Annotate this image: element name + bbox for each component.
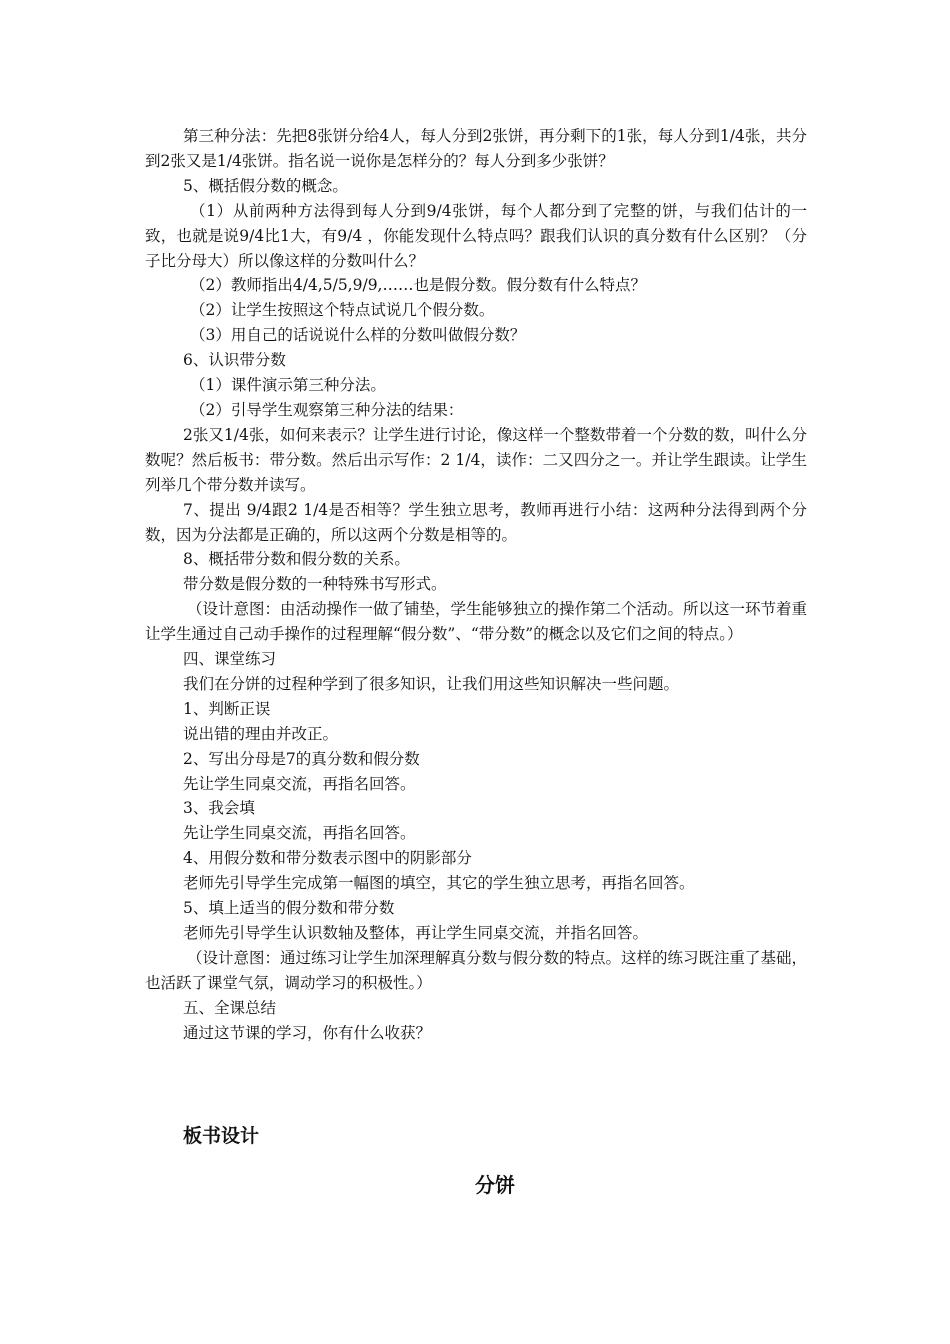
- paragraph-improper-1: （1）从前两种方法得到每人分到9/4张饼，每个人都分到了完整的饼，与我们估计的一致，也就是说9/4比1大，有9/4 ，你能发现什么特点吗？跟我们认识的真分数有什么区别？（分子比分母大）所以像这样的分数叫什么？: [145, 201, 807, 270]
- paragraph-mixed-2: （2）引导学生观察第三种分法的结果：: [190, 400, 464, 419]
- practice-1-heading: 1、判断正误: [183, 699, 271, 718]
- step-6-heading: 6、认识带分数: [183, 351, 286, 370]
- paragraph-relation: 带分数是假分数的一种特殊书写形式。: [183, 575, 447, 594]
- step-8-heading: 8、概括带分数和假分数的关系。: [183, 550, 410, 569]
- summary-question: 通过这节课的学习，你有什么收获？: [183, 1023, 432, 1042]
- practice-5-text: 老师先引导学生认识数轴及整体，再让学生同桌交流，并指名回答。: [183, 924, 649, 942]
- practice-4-heading: 4、用假分数和带分数表示图中的阴影部分: [183, 849, 472, 868]
- practice-3-text: 先让学生同桌交流，再指名回答。: [183, 824, 416, 843]
- practice-4-text: 老师先引导学生完成第一幅图的填空，其它的学生独立思考，再指名回答。: [183, 874, 695, 893]
- practice-3-heading: 3、我会填: [183, 799, 255, 818]
- design-intent-2: （设计意图：通过练习让学生加深理解真分数与假分数的特点。这样的练习既注重了基础，也活跃了课堂气氛，调动学习的积极性。）: [145, 948, 808, 992]
- paragraph-mixed-3: 2张又1/4张，如何来表示？让学生进行讨论，像这样一个整数带着一个分数的数，叫什么分数呢？然后板书：带分数。然后出示写作：2 1/4，读作：二又四分之一。并让学生跟读。让学生列举几个带分数并读写。: [145, 425, 807, 494]
- paragraph-mixed-1: （1）课件演示第三种分法。: [190, 376, 386, 395]
- body-text: [145, 124, 807, 1046]
- paragraph-improper-4: （3）用自己的话说说什么样的分数叫做假分数？: [190, 326, 526, 345]
- practice-2-heading: 2、写出分母是7的真分数和假分数: [183, 749, 420, 768]
- paragraph-improper-2: （2）教师指出4/4,5/5,9/9,……也是假分数。假分数有什么特点？: [190, 276, 646, 295]
- practice-1-text: 说出错的理由并改正。: [183, 724, 339, 743]
- practice-5-heading: 5、填上适当的假分数和带分数: [183, 899, 395, 918]
- design-intent-1: （设计意图：由活动操作一做了铺垫，学生能够独立的操作第二个活动。所以这一环节着重让学生通过自己动手操作的过程理解“假分数”、“带分数”的概念以及它们之间的特点。）: [145, 600, 808, 644]
- paragraph-third-method: 第三种分法：先把8张饼分给4人，每人分到2张饼，再分剩下的1张，每人分到1/4张，共分到2张又是1/4张饼。指名说一说你是怎样分的？每人分到多少张饼？: [145, 127, 807, 170]
- section-5-heading: 五、全课总结: [183, 998, 277, 1017]
- practice-2-text: 先让学生同桌交流，再指名回答。: [183, 774, 416, 793]
- step-5-heading: 5、概括假分数的概念。: [183, 176, 348, 195]
- board-title: 分饼: [475, 1173, 515, 1197]
- board-design-heading: 板书设计: [183, 1125, 260, 1147]
- paragraph-improper-3: （2）让学生按照这个特点试说几个假分数。: [190, 301, 495, 320]
- paragraph-practice-intro: 我们在分饼的过程种学到了很多知识，让我们用这些知识解决一些问题。: [183, 674, 680, 693]
- section-4-heading: 四、课堂练习: [183, 650, 277, 669]
- step-7-paragraph: 7、提出 9/4跟2 1/4是否相等？学生独立思考，教师再进行小结：这两种分法得到两个分数，因为分法都是正确的，所以这两个分数是相等的。: [145, 500, 807, 544]
